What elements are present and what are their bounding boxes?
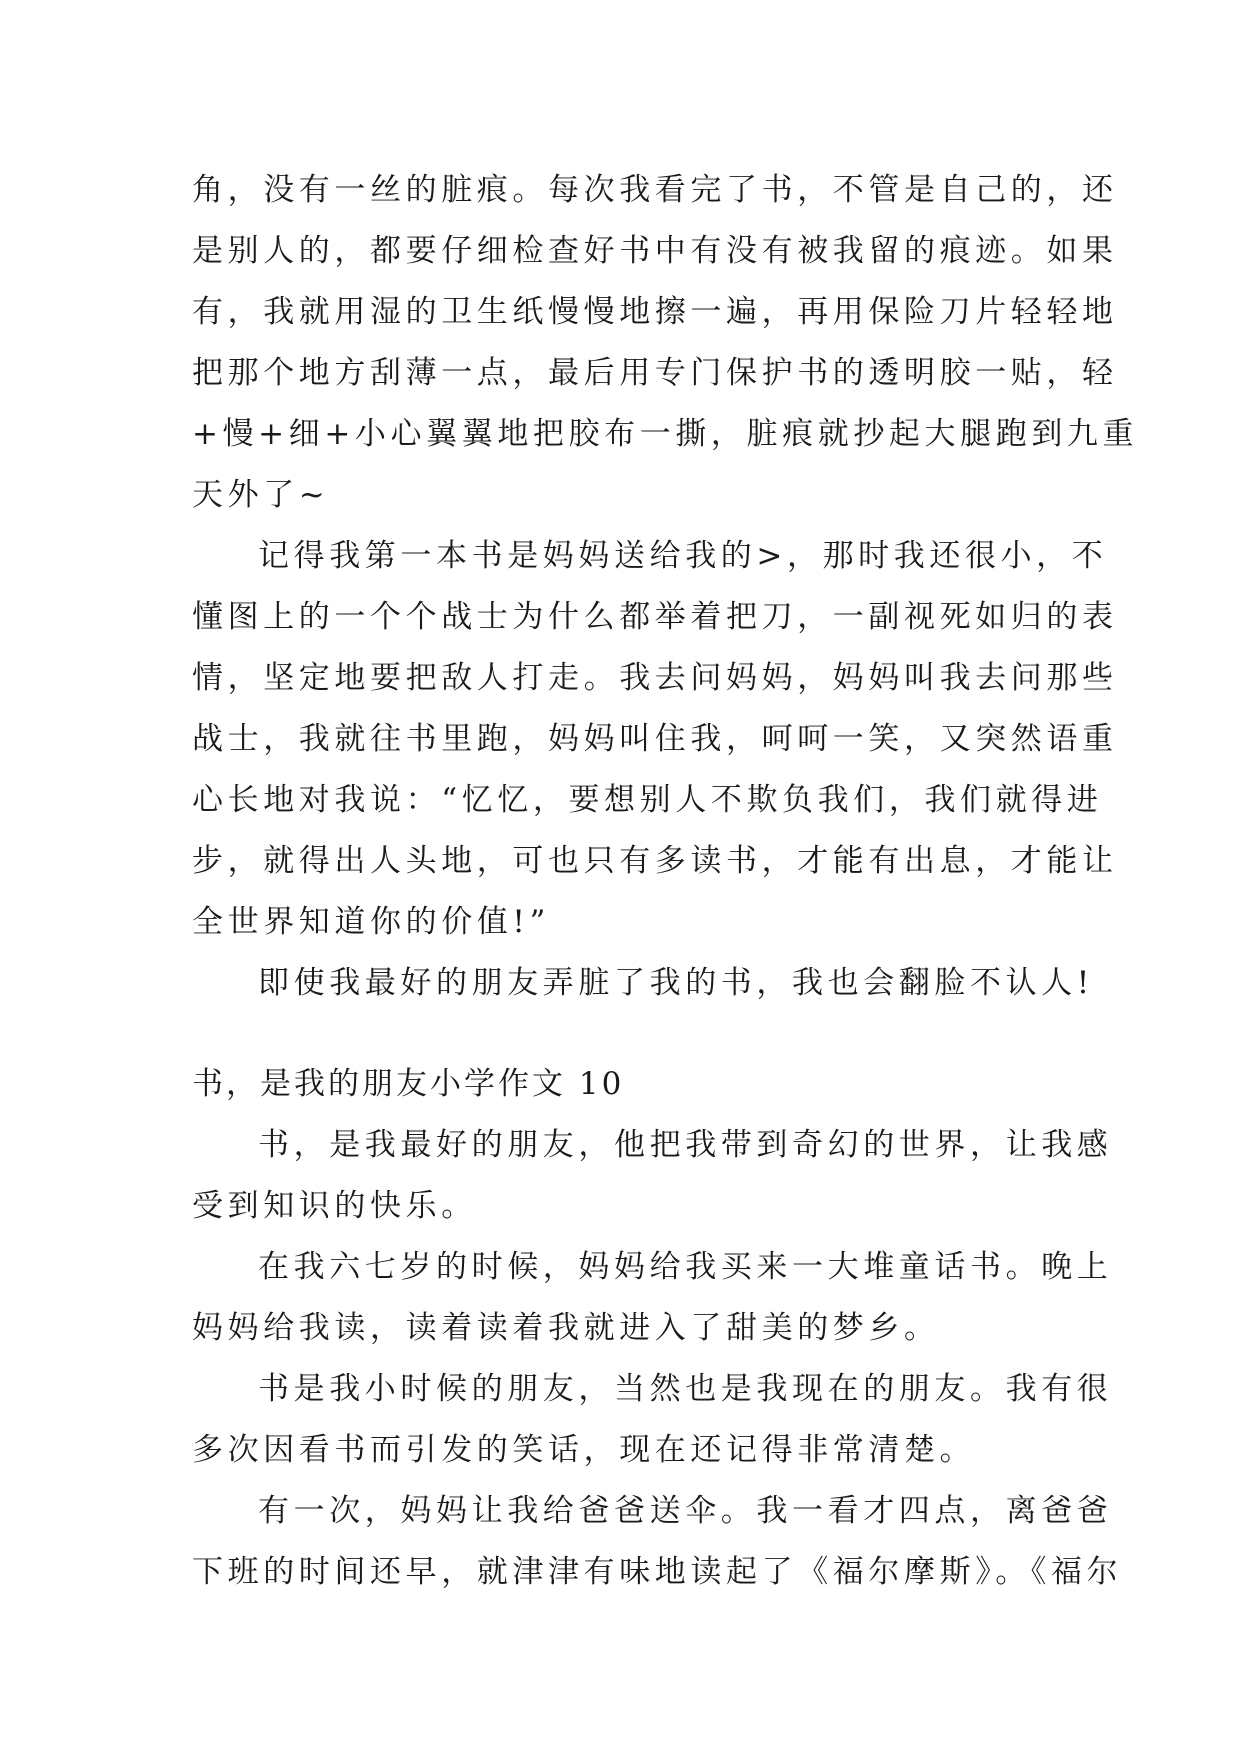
- text-line: 书是我小时候的朋友，当然也是我现在的朋友。我有很: [258, 1371, 1113, 1407]
- paragraph-continuation: [192, 160, 1139, 526]
- text-line: 战士，我就往书里跑，妈妈叫住我，呵呵一笑，又突然语重: [192, 721, 1118, 757]
- text-line: 情，坚定地要把敌人打走。我去问妈妈，妈妈叫我去问那些: [192, 660, 1118, 696]
- text-line: +慢+细+小心翼翼地把胶布一撕，脏痕就抄起大腿跑到九重: [192, 416, 1139, 452]
- text-line: 把那个地方刮薄一点，最后用专门保护书的透明胶一贴，轻: [192, 355, 1118, 391]
- paragraph-umbrella: [192, 1481, 1123, 1603]
- text-line: 天外了~: [192, 477, 330, 513]
- paragraph-friend-now: [192, 1359, 1113, 1481]
- text-line: 角，没有一丝的脏痕。每次我看完了书，不管是自己的，还: [192, 172, 1118, 208]
- text-line: 是别人的，都要仔细检查好书中有没有被我留的痕迹。如果: [192, 233, 1118, 269]
- paragraph-best-friend: [192, 953, 1094, 1014]
- text-line: 有一次，妈妈让我给爸爸送伞。我一看才四点，离爸爸: [258, 1493, 1113, 1529]
- text-line: 受到知识的快乐。: [192, 1188, 477, 1224]
- text-line: 记得我第一本书是妈妈送给我的>，那时我还很小，不: [258, 538, 1108, 574]
- text-line: 有，我就用湿的卫生纸慢慢地擦一遍，再用保险刀片轻轻地: [192, 294, 1118, 330]
- paragraph-childhood: [192, 1237, 1113, 1359]
- text-line: 懂图上的一个个战士为什么都举着把刀，一副视死如归的表: [192, 599, 1118, 635]
- text-line: 全世界知道你的价值!”: [192, 904, 550, 940]
- text-line: 在我六七岁的时候，妈妈给我买来一大堆童话书。晚上: [258, 1249, 1113, 1285]
- text-line: 妈妈给我读，读着读着我就进入了甜美的梦乡。: [192, 1310, 940, 1346]
- section-gap: [192, 1014, 1052, 1054]
- essay-heading: 书，是我的朋友小学作文 10: [192, 1066, 625, 1102]
- text-line: 步，就得出人头地，可也只有多读书，才能有出息，才能让: [192, 843, 1118, 879]
- text-line: 多次因看书而引发的笑话，现在还记得非常清楚。: [192, 1432, 976, 1468]
- paragraph-intro: [192, 1115, 1113, 1237]
- text-line: 下班的时间还早，就津津有味地读起了《福尔摩斯》。《福尔: [192, 1554, 1123, 1590]
- text-line: 即使我最好的朋友弄脏了我的书，我也会翻脸不认人!: [258, 965, 1094, 1001]
- text-line: 心长地对我说：“忆忆，要想别人不欺负我们，我们就得进: [192, 782, 1103, 818]
- text-line: 书，是我最好的朋友，他把我带到奇幻的世界，让我感: [258, 1127, 1113, 1163]
- document-page: [192, 160, 1139, 1603]
- paragraph-first-book: [192, 526, 1118, 953]
